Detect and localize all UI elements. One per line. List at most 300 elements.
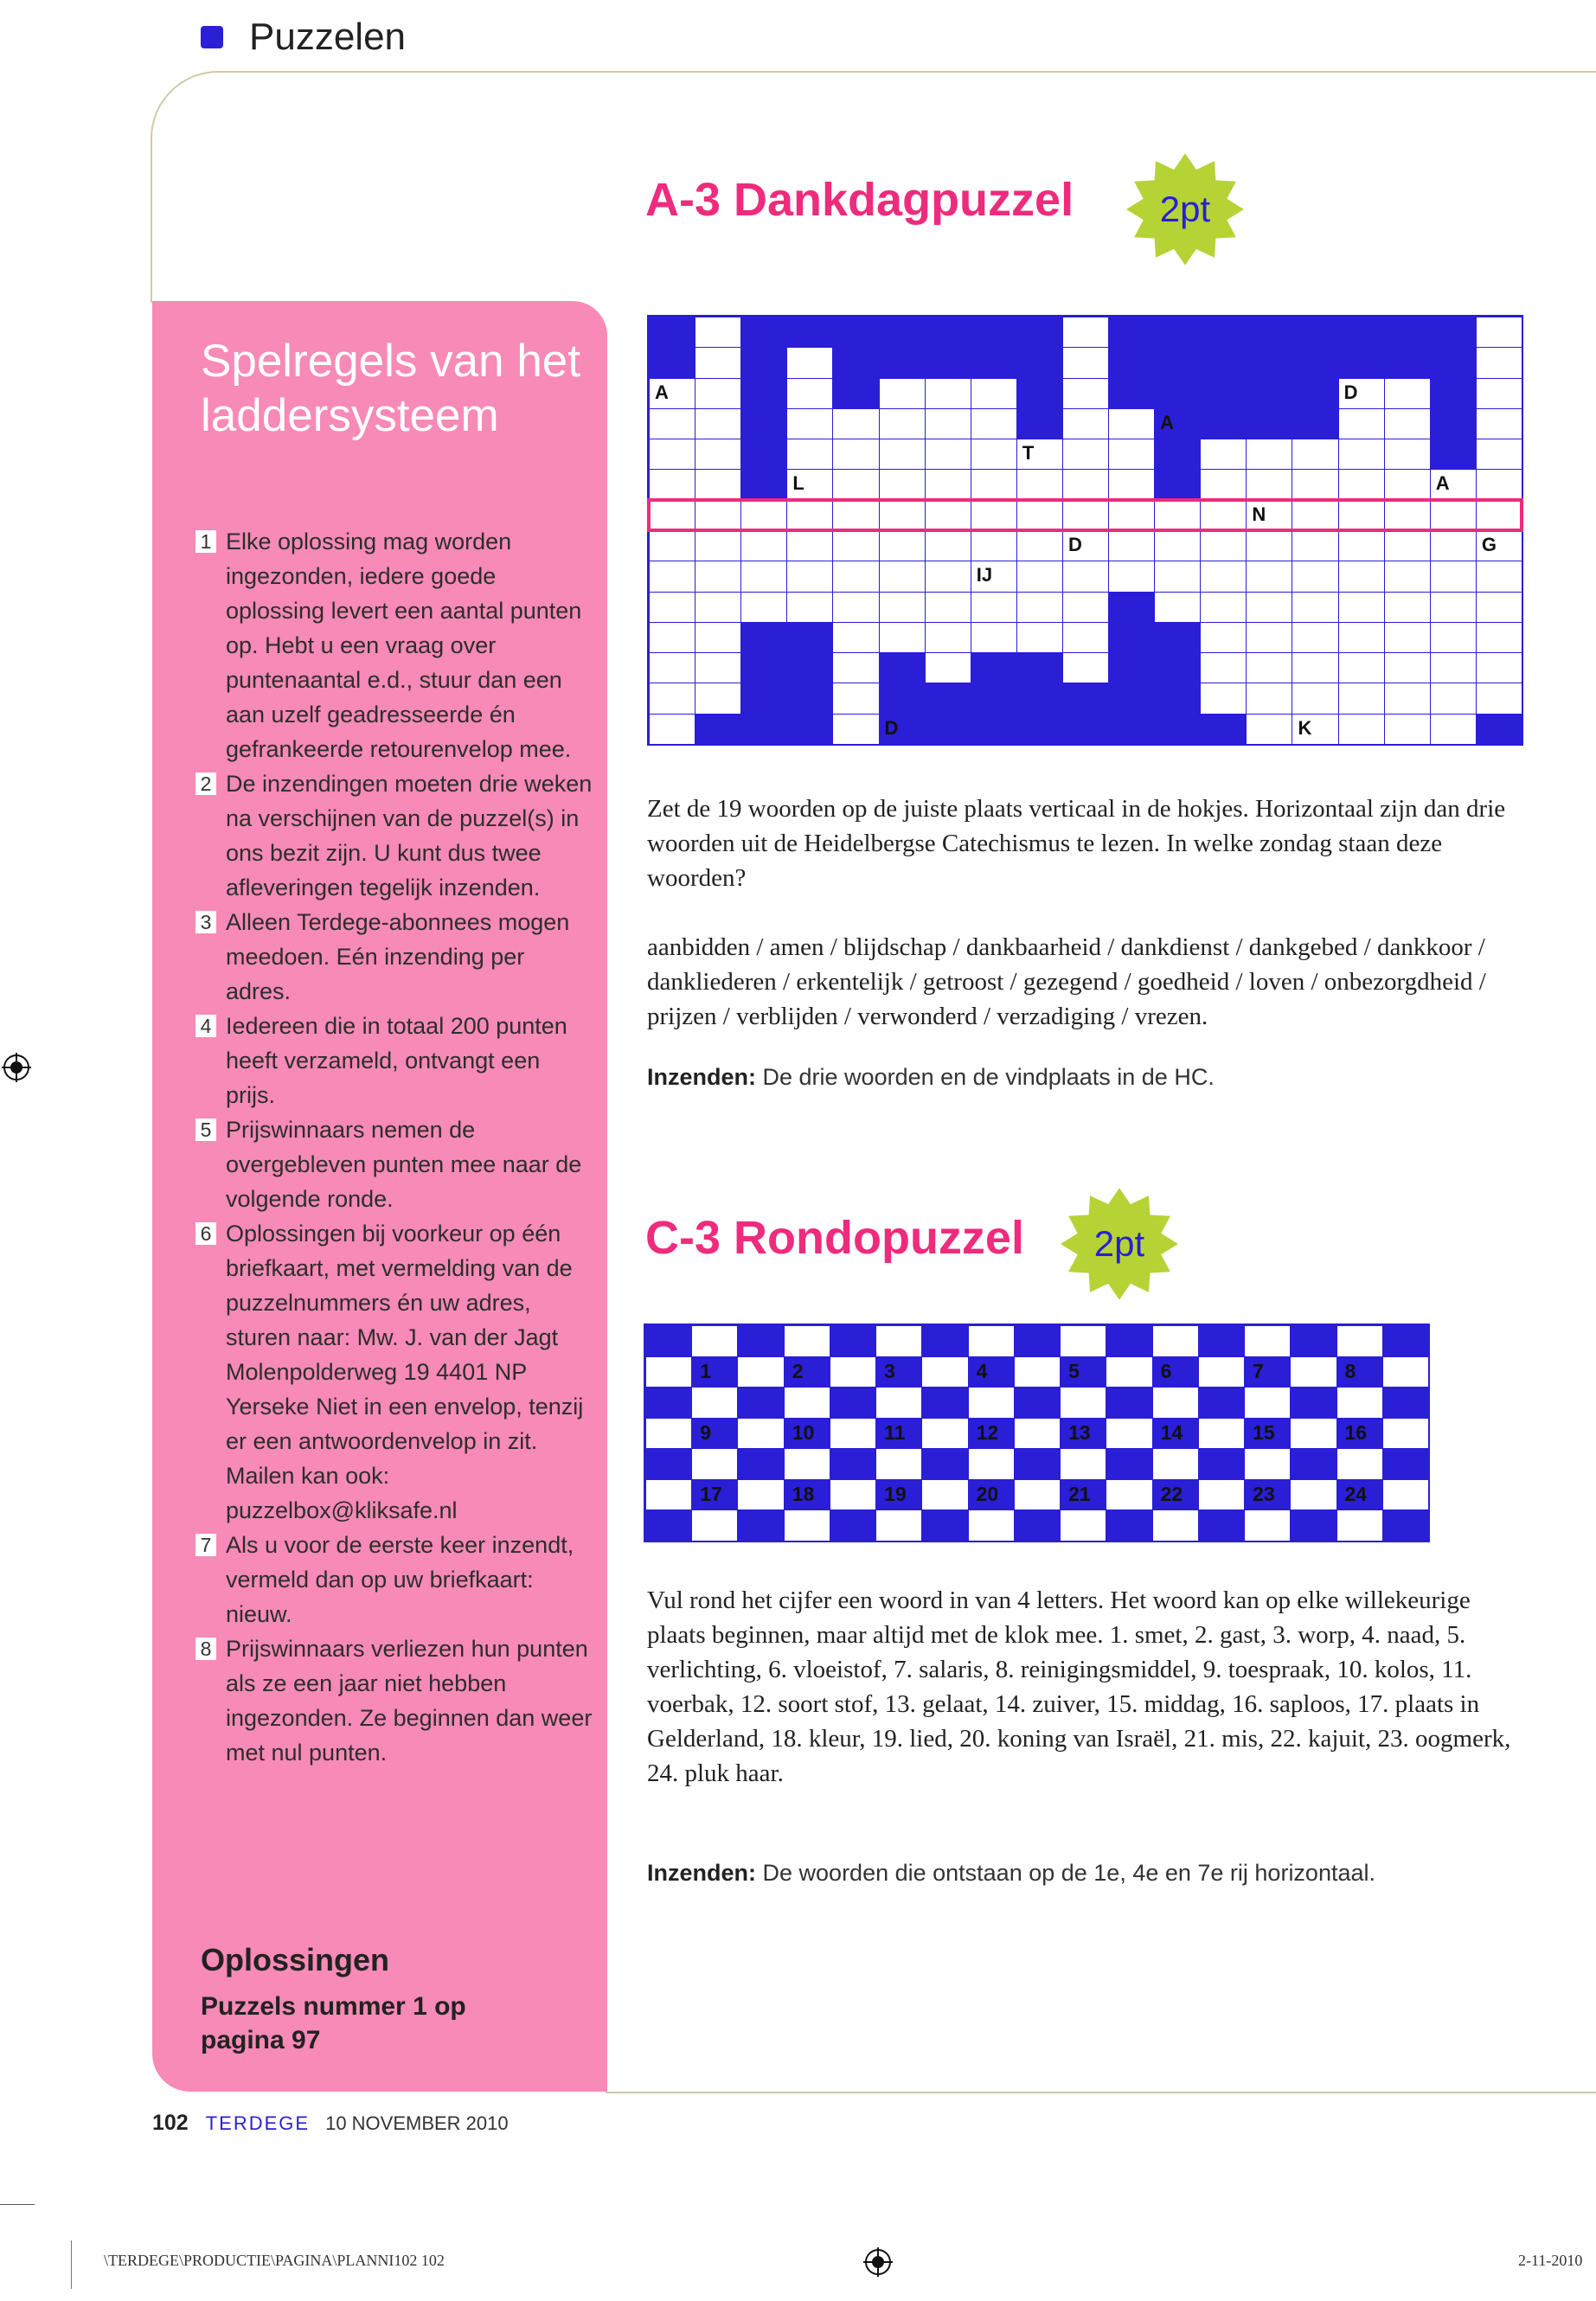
grid-cell[interactable] — [1338, 439, 1385, 470]
given-letter: A — [1160, 411, 1175, 433]
grid-cell[interactable] — [925, 622, 971, 653]
grid-cell[interactable] — [971, 378, 1017, 409]
rule-text: Oplossingen bij voorkeur op één briefkaart, met vermelding van de puzzelnummers én uw adres, sturen naar: Mw. J. van der Jagt Molenpolderweg 19 4401 NP Yerseke Niet in een envelop, tenzij er een antwoordenvelop in zit. Mailen kan ook: puzzelbox@kliksafe.nl — [226, 1221, 584, 1523]
grid-cell[interactable] — [832, 530, 879, 561]
grid-cell[interactable] — [1152, 1325, 1199, 1357]
grid-cell[interactable] — [1292, 561, 1338, 592]
crossword-grid — [647, 315, 1523, 746]
rule-number: 2 — [195, 772, 216, 795]
grid-cell[interactable] — [1430, 714, 1477, 745]
grid-cell[interactable] — [649, 622, 695, 653]
grid-cell[interactable] — [1108, 469, 1155, 500]
grid-cell[interactable] — [695, 347, 741, 378]
clue-number: 7 — [1253, 1359, 1264, 1382]
rule-text: Alleen Terdege-abonnees mogen meedoen. Eén inzending per adres. — [226, 909, 570, 1004]
given-letter: D — [884, 716, 899, 739]
sidebar-title: Spelregels van het laddersysteem — [201, 336, 581, 441]
grid-cell[interactable] — [1430, 683, 1477, 714]
grid-cell[interactable] — [1014, 1418, 1061, 1450]
grid-cell[interactable] — [1246, 622, 1292, 653]
grid-cell[interactable] — [786, 561, 833, 592]
clue-number: 13 — [1068, 1420, 1091, 1444]
grid-cell[interactable] — [1290, 1418, 1336, 1450]
grid-cell[interactable] — [1016, 622, 1063, 653]
grid-cell[interactable] — [695, 317, 741, 348]
grid-cell[interactable] — [1108, 561, 1155, 592]
grid-cell[interactable] — [1062, 652, 1109, 683]
given-letter: A — [655, 381, 669, 403]
grid-cell[interactable] — [971, 469, 1017, 500]
grid-cell[interactable] — [1062, 317, 1109, 348]
grid-cell[interactable] — [1060, 1387, 1106, 1419]
given-letter: IJ — [976, 564, 993, 586]
grid-cell[interactable] — [691, 1509, 738, 1541]
grid-cell[interactable] — [1108, 530, 1155, 561]
grid-cell[interactable] — [1430, 561, 1477, 592]
clue-number: 1 — [700, 1359, 712, 1382]
grid-cell[interactable] — [1476, 592, 1522, 623]
grid-cell[interactable] — [649, 592, 695, 623]
grid-cell[interactable] — [1062, 622, 1109, 653]
puzzle-a-word-list: aanbidden / amen / blijdschap / dankbaarheid / dankdienst / dankgebed / dankkoor / dankliederen / erkentelijk / getroost / gezegend / goedheid / loven / onbezorgdheid / prijzen / verblijden / verwonderd / verzadiging / vrezen. — [647, 933, 1486, 1030]
frame-bottom-line — [606, 2092, 1596, 2093]
rule-text: De inzendingen moeten drie weken na verschijnen van de puzzel(s) in ons bezit zijn. U kunt dus twee afleveringen tegelijk inzenden. — [226, 771, 593, 901]
grid-cell[interactable] — [832, 622, 879, 653]
grid-cell[interactable] — [1152, 1448, 1199, 1480]
magazine-name: TERDEGE — [205, 2112, 311, 2134]
grid-cell[interactable] — [1338, 592, 1385, 623]
grid-cell[interactable] — [1106, 1418, 1152, 1450]
grid-cell[interactable] — [1246, 469, 1292, 500]
rule-item — [195, 1528, 593, 1631]
grid-cell[interactable] — [1200, 561, 1247, 592]
rule-number: 8 — [195, 1638, 216, 1660]
puzzle-c-text — [647, 1583, 1521, 1791]
clue-number: 11 — [884, 1420, 906, 1444]
grid-cell[interactable] — [1476, 652, 1522, 683]
clue-number: 4 — [976, 1359, 988, 1382]
grid-cell[interactable] — [784, 1509, 830, 1541]
grid-cell[interactable] — [1246, 652, 1292, 683]
clue-number: 24 — [1344, 1482, 1368, 1505]
grid-cell[interactable] — [875, 1448, 922, 1480]
clue-number: 10 — [792, 1420, 815, 1444]
given-letter: T — [1022, 442, 1035, 465]
grid-cell[interactable] — [1246, 592, 1292, 623]
print-slug-date: 2-11-2010 — [1518, 2252, 1583, 2269]
grid-cell[interactable] — [1246, 714, 1292, 745]
grid-cell[interactable] — [830, 1356, 876, 1388]
grid-cell[interactable] — [879, 622, 926, 653]
grid-cell[interactable] — [1336, 1325, 1383, 1357]
grid-cell[interactable] — [1246, 439, 1292, 470]
grid-cell[interactable] — [875, 1325, 922, 1357]
grid-cell[interactable] — [968, 1448, 1015, 1480]
puzzle-a-instructions: Zet de 19 woorden op de juiste plaats verticaal in de hokjes. Horizontaal zijn dan drie woorden uit de Heidelbergse Catechismus te lezen. In welke zondag staan deze woorden? — [647, 795, 1506, 892]
points-label-c: 2pt — [1093, 1223, 1145, 1264]
grid-cell[interactable] — [1384, 561, 1431, 592]
solutions-heading: Oplossingen — [201, 1942, 390, 1977]
registration-mark-icon — [2, 1053, 31, 1082]
grid-cell[interactable] — [925, 652, 971, 683]
grid-cell[interactable] — [784, 1387, 830, 1419]
grid-cell[interactable] — [1338, 622, 1385, 653]
grid-cell[interactable] — [1476, 561, 1522, 592]
grid-cell[interactable] — [879, 378, 926, 409]
frame-left-line — [151, 173, 152, 303]
rule-item — [195, 1631, 593, 1770]
grid-cell[interactable] — [737, 1418, 784, 1450]
grid-cell[interactable] — [649, 469, 695, 500]
puzzle-c-submit — [647, 1860, 1375, 1887]
clue-number: 3 — [884, 1359, 895, 1382]
grid-cell[interactable] — [921, 1418, 968, 1450]
grid-cell[interactable] — [925, 469, 971, 500]
grid-cell[interactable] — [1476, 408, 1522, 439]
grid-cell[interactable] — [645, 1356, 692, 1388]
grid-cell[interactable] — [1384, 714, 1431, 745]
grid-cell[interactable] — [649, 714, 695, 745]
puzzle-c-instructions: Vul rond het cijfer een woord in van 4 letters. Het woord kan op elke willekeurige plaats beginnen, maar altijd met de klok mee. — [647, 1586, 1471, 1649]
rule-text: Iedereen die in totaal 200 punten heeft verzameld, ontvangt een prijs. — [226, 1013, 567, 1108]
grid-cell[interactable] — [1384, 652, 1431, 683]
grid-cell[interactable] — [879, 561, 926, 592]
grid-cell[interactable] — [925, 530, 971, 561]
grid-cell[interactable] — [695, 408, 741, 439]
grid-cell[interactable] — [1338, 469, 1385, 500]
grid-cell[interactable] — [968, 1509, 1015, 1541]
grid-cell[interactable] — [1292, 439, 1338, 470]
grid-cell[interactable] — [695, 592, 741, 623]
grid-cell[interactable] — [1384, 592, 1431, 623]
grid-cell[interactable] — [1062, 561, 1109, 592]
grid-cell[interactable] — [925, 378, 971, 409]
grid-cell[interactable] — [1246, 530, 1292, 561]
grid-cell[interactable] — [1198, 1479, 1245, 1511]
given-letter: D — [1067, 534, 1082, 555]
issue-date: 10 NOVEMBER 2010 — [325, 2112, 509, 2134]
clue-number: 9 — [700, 1420, 712, 1444]
puzzle-a-title: A-3 Dankdagpuzzel — [645, 174, 1074, 226]
clue-number: 20 — [976, 1482, 999, 1505]
grid-cell[interactable] — [1430, 622, 1477, 653]
grid-cell[interactable] — [1384, 469, 1431, 500]
clue-number: 21 — [1068, 1482, 1091, 1505]
section-title: Puzzelen — [249, 16, 407, 58]
given-letter: G — [1481, 534, 1497, 555]
grid-cell[interactable] — [695, 530, 741, 561]
grid-cell[interactable] — [740, 561, 787, 592]
grid-cell[interactable] — [737, 1479, 784, 1511]
grid-cell[interactable] — [649, 439, 695, 470]
grid-cell[interactable] — [879, 469, 926, 500]
grid-cell[interactable] — [1062, 347, 1109, 378]
grid-cell[interactable] — [649, 683, 695, 714]
rule-text: Elke oplossing mag worden ingezonden, iedere goede oplossing levert een aantal punten op. Hebt u een vraag over puntenaantal e.d., stuur dan een aan uzelf geadresseerde én gefrankeerde retourenvelop mee. — [226, 529, 582, 762]
grid-cell[interactable] — [832, 439, 879, 470]
grid-cell[interactable] — [695, 561, 741, 592]
grid-cell[interactable] — [879, 408, 926, 439]
rule-item — [195, 766, 593, 905]
grid-cell[interactable] — [1476, 683, 1522, 714]
grid-cell[interactable] — [649, 652, 695, 683]
grid-cell[interactable] — [1244, 1325, 1291, 1357]
grid-cell[interactable] — [1062, 592, 1109, 623]
frame-top-line — [216, 71, 1596, 73]
grid-cell[interactable] — [1384, 408, 1431, 439]
trim-mark — [0, 2204, 35, 2205]
grid-cell[interactable] — [1016, 561, 1063, 592]
grid-cell[interactable] — [1338, 714, 1385, 745]
clue-number: 6 — [1160, 1359, 1172, 1382]
clue-number: 14 — [1160, 1420, 1183, 1444]
grid-cell[interactable] — [691, 1387, 738, 1419]
grid-cell[interactable] — [649, 530, 695, 561]
grid-cell[interactable] — [921, 1479, 968, 1511]
grid-cell[interactable] — [784, 1448, 830, 1480]
grid-cell[interactable] — [1154, 530, 1201, 561]
grid-cell[interactable] — [832, 561, 879, 592]
grid-cell[interactable] — [925, 592, 971, 623]
grid-cell[interactable] — [1292, 622, 1338, 653]
grid-cell[interactable] — [1292, 469, 1338, 500]
grid-cell[interactable] — [1062, 378, 1109, 409]
grid-cell[interactable] — [1384, 622, 1431, 653]
grid-cell[interactable] — [1382, 1356, 1429, 1388]
grid-cell[interactable] — [1246, 561, 1292, 592]
grid-cell[interactable] — [879, 592, 926, 623]
grid-cell[interactable] — [1060, 1509, 1106, 1541]
given-letter: D — [1343, 381, 1358, 403]
grid-cell[interactable] — [645, 1418, 692, 1450]
grid-cell[interactable] — [1200, 439, 1247, 470]
grid-cell[interactable] — [1430, 652, 1477, 683]
grid-cell[interactable] — [1338, 561, 1385, 592]
clue-number: 5 — [1068, 1359, 1080, 1382]
grid-cell[interactable] — [695, 652, 741, 683]
grid-cell[interactable] — [1108, 439, 1155, 470]
grid-cell[interactable] — [971, 408, 1017, 439]
grid-cell[interactable] — [925, 408, 971, 439]
grid-cell[interactable] — [1014, 1479, 1061, 1511]
grid-cell[interactable] — [1384, 683, 1431, 714]
grid-cell[interactable] — [1062, 439, 1109, 470]
grid-cell[interactable] — [1292, 530, 1338, 561]
grid-cell[interactable] — [1338, 683, 1385, 714]
grid-cell[interactable] — [1336, 1387, 1383, 1419]
grid-cell[interactable] — [1384, 439, 1431, 470]
submit-label: Inzenden: — [647, 1064, 756, 1090]
points-label-a: 2pt — [1159, 189, 1211, 229]
grid-cell[interactable] — [1476, 347, 1522, 378]
grid-cell[interactable] — [1384, 530, 1431, 561]
grid-cell[interactable] — [971, 592, 1017, 623]
grid-cell[interactable] — [1062, 408, 1109, 439]
rules-list — [195, 524, 593, 1770]
grid-cell[interactable] — [1290, 1479, 1336, 1511]
clue-number: 8 — [1344, 1359, 1356, 1382]
grid-cell[interactable] — [1338, 652, 1385, 683]
grid-cell[interactable] — [1246, 683, 1292, 714]
points-badge-a — [1121, 149, 1249, 270]
grid-cell[interactable] — [971, 622, 1017, 653]
grid-cell[interactable] — [1476, 469, 1522, 500]
grid-cell[interactable] — [1336, 1509, 1383, 1541]
registration-mark-icon — [863, 2247, 893, 2277]
given-letter: K — [1298, 716, 1312, 739]
grid-cell[interactable] — [1292, 683, 1338, 714]
grid-cell[interactable] — [925, 439, 971, 470]
grid-cell[interactable] — [1198, 1418, 1245, 1450]
submit-label: Inzenden: — [647, 1860, 756, 1886]
page-number: 102 — [152, 2111, 189, 2135]
grid-cell[interactable] — [879, 530, 926, 561]
grid-cell[interactable] — [786, 439, 833, 470]
grid-cell[interactable] — [1152, 1509, 1199, 1541]
grid-cell[interactable] — [1200, 592, 1247, 623]
given-letter: A — [1435, 472, 1450, 495]
clue-number: 16 — [1344, 1420, 1368, 1444]
grid-cell[interactable] — [1200, 683, 1247, 714]
grid-cell[interactable] — [1154, 592, 1201, 623]
given-letter: L — [792, 472, 804, 495]
grid-cell[interactable] — [1382, 1418, 1429, 1450]
grid-cell[interactable] — [786, 530, 833, 561]
rondo-grid — [644, 1324, 1430, 1542]
rule-number: 6 — [195, 1222, 216, 1245]
grid-cell[interactable] — [1244, 1387, 1291, 1419]
grid-cell[interactable] — [1200, 622, 1247, 653]
grid-cell[interactable] — [1430, 530, 1477, 561]
rule-text: Als u voor de eerste keer inzendt, vermeld dan op uw briefkaart: nieuw. — [226, 1532, 574, 1627]
grid-cell[interactable] — [740, 592, 787, 623]
grid-cell[interactable] — [1016, 469, 1063, 500]
grid-cell[interactable] — [830, 1479, 876, 1511]
grid-cell[interactable] — [691, 1325, 738, 1357]
grid-cell[interactable] — [1476, 622, 1522, 653]
grid-cell[interactable] — [786, 592, 833, 623]
clue-number: 18 — [792, 1482, 815, 1505]
grid-cell[interactable] — [786, 378, 833, 409]
grid-cell[interactable] — [1014, 1356, 1061, 1388]
grid-cell[interactable] — [832, 408, 879, 439]
rule-item — [195, 524, 593, 766]
grid-cell[interactable] — [875, 1387, 922, 1419]
grid-cell[interactable] — [1384, 378, 1431, 409]
grid-cell[interactable] — [832, 652, 879, 683]
answer-row-highlight — [647, 498, 1523, 532]
grid-cell[interactable] — [1106, 1479, 1152, 1511]
grid-cell[interactable] — [1430, 592, 1477, 623]
grid-cell[interactable] — [832, 714, 879, 745]
grid-cell[interactable] — [695, 683, 741, 714]
puzzle-c-clues: 1. smet, 2. gast, 3. worp, 4. naad, 5. verlichting, 6. vloeistof, 7. salaris, 8. reinigingsmiddel, 9. toespraak, 10. kolos, 11. voerbak, 12. soort stof, 13. gelaat, 14. zuiver, 15. middag, 16. saploos, 17. plaats in Gelderland, 18. kleur, 19. lied, 20. koning van Israël, 21. mis, 22. kajuit, 23. oogmerk, 24. pluk haar. — [647, 1621, 1511, 1787]
rule-item — [195, 1216, 593, 1528]
grid-cell[interactable] — [1338, 408, 1385, 439]
section-header — [201, 16, 406, 59]
grid-cell[interactable] — [645, 1479, 692, 1511]
grid-cell[interactable] — [1244, 1448, 1291, 1480]
grid-cell[interactable] — [695, 622, 741, 653]
rules-sidebar — [152, 301, 607, 2092]
grid-cell[interactable] — [1200, 530, 1247, 561]
grid-cell[interactable] — [1200, 652, 1247, 683]
grid-cell[interactable] — [1016, 592, 1063, 623]
grid-cell[interactable] — [786, 408, 833, 439]
grid-cell[interactable] — [1476, 378, 1522, 409]
grid-cell[interactable] — [695, 378, 741, 409]
clue-number: 12 — [976, 1420, 999, 1444]
submit-text: De drie woorden en de vindplaats in de HC. — [762, 1064, 1215, 1090]
grid-cell[interactable] — [1476, 317, 1522, 348]
rule-item — [195, 1009, 593, 1112]
grid-cell[interactable] — [740, 530, 787, 561]
grid-cell[interactable] — [1152, 1387, 1199, 1419]
grid-cell[interactable] — [879, 439, 926, 470]
grid-cell[interactable] — [695, 439, 741, 470]
grid-cell[interactable] — [695, 469, 741, 500]
grid-cell[interactable] — [1154, 561, 1201, 592]
grid-cell[interactable] — [832, 592, 879, 623]
grid-cell[interactable] — [1382, 1479, 1429, 1511]
grid-cell[interactable] — [1062, 469, 1109, 500]
grid-cell[interactable] — [832, 469, 879, 500]
puzzle-c-title: C-3 Rondopuzzel — [645, 1212, 1024, 1264]
grid-cell[interactable] — [1200, 469, 1247, 500]
grid-cell[interactable] — [649, 561, 695, 592]
grid-cell[interactable] — [1060, 1448, 1106, 1480]
section-marker — [201, 26, 223, 48]
grid-cell[interactable] — [971, 439, 1017, 470]
grid-cell[interactable] — [1108, 408, 1155, 439]
grid-cell[interactable] — [925, 561, 971, 592]
clue-number: 15 — [1253, 1420, 1275, 1444]
grid-cell[interactable] — [875, 1509, 922, 1541]
grid-cell[interactable] — [1244, 1509, 1291, 1541]
grid-cell[interactable] — [1106, 1356, 1152, 1388]
grid-cell[interactable] — [784, 1325, 830, 1357]
rule-text: Prijswinnaars nemen de overgebleven punten mee naar de volgende ronde. — [226, 1117, 582, 1212]
grid-cell[interactable] — [1016, 530, 1063, 561]
page-footer — [152, 2111, 509, 2136]
clue-number: 22 — [1160, 1482, 1183, 1505]
rule-number: 5 — [195, 1118, 216, 1141]
rule-number: 3 — [195, 911, 216, 933]
given-letter: N — [1252, 503, 1266, 525]
grid-cell[interactable] — [737, 1356, 784, 1388]
grid-cell[interactable] — [1336, 1448, 1383, 1480]
grid-cell[interactable] — [1338, 530, 1385, 561]
grid-cell[interactable] — [830, 1418, 876, 1450]
grid-cell[interactable] — [832, 683, 879, 714]
grid-cell[interactable] — [1292, 652, 1338, 683]
grid-cell[interactable] — [1060, 1325, 1106, 1357]
grid-cell[interactable] — [1198, 1356, 1245, 1388]
grid-cell[interactable] — [968, 1325, 1015, 1357]
grid-cell[interactable] — [691, 1448, 738, 1480]
grid-cell[interactable] — [649, 408, 695, 439]
grid-cell[interactable] — [1290, 1356, 1336, 1388]
rule-text: Prijswinnaars verliezen hun punten als ze een jaar niet hebben ingezonden. Ze beginnen dan weer met nul punten. — [226, 1636, 593, 1766]
trim-mark — [71, 2240, 72, 2289]
grid-cell[interactable] — [968, 1387, 1015, 1419]
rule-item — [195, 905, 593, 1009]
grid-cell[interactable] — [921, 1356, 968, 1388]
grid-cell[interactable] — [971, 530, 1017, 561]
grid-cell[interactable] — [1292, 592, 1338, 623]
grid-cell[interactable] — [1476, 439, 1522, 470]
grid-cell[interactable] — [786, 347, 833, 378]
